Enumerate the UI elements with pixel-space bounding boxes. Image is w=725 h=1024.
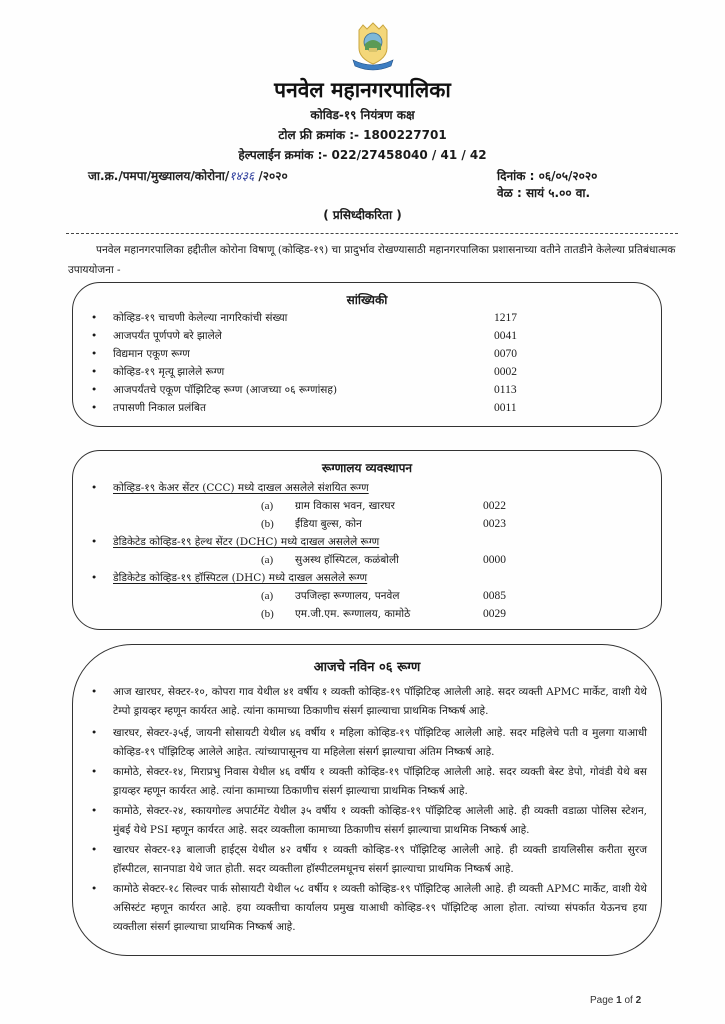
bullet-icon: • [91,844,98,856]
item-letter: (a) [261,500,274,512]
case-item [87,724,647,762]
stat-row [87,381,647,399]
case-description: कामोठे, सेक्टर-२४, स्कायगोल्ड अपार्टमेंट येथील ३५ वर्षीय १ व्यक्ती कोव्हिड-१९ पॉझिटिव्ह आलेली आहे. ही व्यक्ती वडाळा पोलिस स्टेशन, मुंबई येथे PSI म्हणून कार्यरत आहे. सदर व्यक्तीला कामाच्या ठिकाणीच संसर्ग झाल्याचा प्राथमिक निष्कर्ष आहे. [113,805,647,836]
intro-paragraph: पनवेल महानगरपालिका हद्दीतील कोरोना विषाणू (कोव्हिड-१९) चा प्रादुर्भाव रोखण्यासाठी महानगरपालिका प्रशासनाच्या वतीने तातडीने केलेल्या प्रतिबंधात्मक उपाययोजना - [68,244,676,276]
bullet-icon: • [91,686,98,698]
document-date: दिनांक : ०६/०५/२०२० [497,169,598,183]
hospital-row [73,605,663,623]
current-page: 1 [616,995,622,1006]
case-item [87,763,647,801]
toll-free-number: टोल फ्री क्रमांक :- 1800227701 [278,128,447,142]
bullet-icon: • [91,402,98,414]
stat-label: कोव्हिड-१९ चाचणी केलेल्या नागरिकांची संख्या [113,312,288,324]
bullet-icon: • [91,366,98,378]
reference-prefix: जा.क्र./पमपा/मुख्यालय/कोरोना/ [88,169,230,183]
hospital-group-dchc [87,533,647,551]
stat-label: आजपर्यंतचे एकूण पॉझिटिव्ह रूग्ण (आजच्या ०६ रूग्णांसह) [113,384,338,396]
bullet-icon: • [91,572,98,584]
patient-count: 0085 [483,590,506,602]
case-description: कामोठे सेक्टर-१८ सिल्वर पार्क सोसायटी येथील ५८ वर्षीय १ व्यक्ती कोव्हिड-१९ पॉझिटिव्ह आलेली आहे. ही व्यक्ती APMC मार्केट, वाशी येथे असिस्टंट म्हणून कार्यरत आहे. हया व्यक्तीचा कार्यालय प्रमुख याआधी कोव्हिड-१९ पॉझिटिव्ह आला होता. त्यांच्या संपर्कात येऊनच हया व्यक्तीला संसर्ग झाल्याचा प्राथमिक निष्कर्ष आहे. [113,883,647,933]
case-item [87,841,647,879]
hospital-row [73,497,663,515]
bullet-icon: • [91,384,98,396]
page-word: Page [590,995,617,1006]
page-number [590,995,641,1006]
stat-value: 0041 [494,330,517,342]
new-cases-box [72,644,662,956]
stat-row [87,363,647,381]
bullet-icon: • [91,536,98,548]
stat-value: 0002 [494,366,517,378]
stat-label: आजपर्यंत पूर्णपणे बरे झालेले [113,330,222,342]
organization-title: पनवेल महानगरपालिका [274,78,451,102]
stat-value: 1217 [494,312,517,324]
hospital-group-label: डेडिकेटेड कोव्हिड-१९ हेल्थ सेंटर (DCHC) मध्ये दाखल असलेले रूग्ण [113,536,380,548]
statistics-box [72,282,662,427]
hospital-row [73,515,663,533]
department-subtitle: कोविड-१९ नियंत्रण कक्ष [310,108,415,122]
total-pages: 2 [635,995,642,1006]
stat-value: 0113 [494,384,517,396]
case-description: कामोठे, सेक्टर-१४, मिराप्रभु निवास येथील ४६ वर्षीय १ व्यक्ती कोव्हिड-१९ पॉझिटिव्ह आलेली आहे. सदर व्यक्ती बेस्ट डेपो, गोवंडी येथे बस ड्रायव्हर म्हणून कार्यरत आहे. त्यांना कामाच्या ठिकाणीच संसर्ग झाल्याचा प्राथमिक निष्कर्ष आहे. [113,766,647,797]
case-description: आज खारघर, सेक्टर-१०, कोपरा गाव येथील ४१ वर्षीय १ व्यक्ती कोव्हिड-१९ पॉझिटिव्ह आलेली आहे. सदर व्यक्ती APMC मार्केट, वाशी येथे टेम्पो ड्रायव्हर म्हणून कार्यरत आहे. त्यांना कामाच्या ठिकाणीच संसर्ग झाल्याचा प्राथमिक निष्कर्ष आहे. [113,686,647,717]
bullet-icon: • [91,348,98,360]
reference-number [88,167,288,184]
patient-count: 0029 [483,608,506,620]
bullet-icon: • [91,482,98,494]
hospital-group-dhc [87,569,647,587]
dashed-divider [66,233,678,234]
case-description: खारघर सेक्टर-१३ बालाजी हाईट्स येथील ४२ वर्षीय १ व्यक्ती कोव्हिड-१९ पॉझिटिव्ह आलेली आहे. ही व्यक्ती डायलिसीस करीता सुरज हॉस्पीटल, सानपाडा येथे जात होती. सदर व्यक्तीला हॉस्पीटलमधूनच संसर्ग झाल्याचा प्राथमिक निष्कर्ष आहे. [113,844,647,875]
patient-count: 0000 [483,554,506,566]
stat-label: तपासणी निकाल प्रलंबित [113,402,206,414]
hospital-group-label: डेडिकेटेड कोव्हिड-१९ हॉस्पिटल (DHC) मध्ये दाखल असलेले रूग्ण [113,572,368,584]
document-time: वेळ : सायं ५.०० वा. [497,186,591,200]
item-letter: (a) [261,590,274,602]
case-description: खारघर, सेक्टर-३५ई, जायनी सोसायटी येथील ४६ वर्षीय १ महिला कोव्हिड-१९ पॉझिटिव्ह आलेली आहे. सदर महिलेचे पती व मुलगा याआधी कोव्हिड-१९ पॉझिटिव्ह आलेले आहेत. त्यांच्यापासूनच या महिलेला संसर्ग झाल्याचा अंतिम निष्कर्ष आहे. [113,727,647,758]
publication-note: ( प्रसिध्दीकरिता ) [323,208,402,222]
helpline-number: हेल्पलाईन क्रमांक :- 022/27458040 / 41 / 42 [238,148,487,162]
hospital-name: ईंडिया बुल्स, कोन [295,518,362,530]
bullet-icon: • [91,883,98,895]
municipal-crest-icon [351,22,395,72]
stat-value: 0070 [494,348,517,360]
statistics-title: सांख्यिकी [346,293,388,307]
stat-row [87,399,647,417]
stat-row [87,345,647,363]
case-item [87,802,647,840]
bullet-icon: • [91,727,98,739]
hospital-name: ग्राम विकास भवन, खारघर [295,500,395,512]
stat-label: विद्यमान एकूण रूग्ण [113,348,190,360]
patient-count: 0023 [483,518,506,530]
hospital-name: एम.जी.एम. रूग्णालय, कामोठे [295,608,411,620]
bullet-icon: • [91,805,98,817]
case-item [87,683,647,721]
item-letter: (a) [261,554,274,566]
bullet-icon: • [91,312,98,324]
hospital-group-ccc [87,479,647,497]
new-cases-title: आजचे नविन ०६ रूग्ण [313,660,421,675]
hospital-management-title: रूग्णालय व्यवस्थापन [321,461,413,475]
stat-label: कोव्हिड-१९ मृत्यू झालेले रूग्ण [113,366,225,378]
stat-value: 0011 [494,402,517,414]
reference-handwritten-number: १४३६ [229,169,255,183]
patient-count: 0022 [483,500,506,512]
hospital-row [73,551,663,569]
hospital-management-box [72,450,662,630]
item-letter: (b) [261,608,274,620]
hospital-group-label: कोव्हिड-१९ केअर सेंटर (CCC) मध्ये दाखल असलेले संशयित रूग्ण [113,482,369,494]
hospital-name: उपजिल्हा रूग्णालय, पनवेल [295,590,400,602]
item-letter: (b) [261,518,274,530]
bullet-icon: • [91,330,98,342]
of-word: of [621,995,636,1006]
case-item [87,880,647,937]
stat-row [87,309,647,327]
reference-suffix: /२०२० [254,169,288,183]
stat-row [87,327,647,345]
hospital-name: सुअस्थ हॉस्पिटल, कळंबोली [295,554,399,566]
hospital-row [73,587,663,605]
bullet-icon: • [91,766,98,778]
